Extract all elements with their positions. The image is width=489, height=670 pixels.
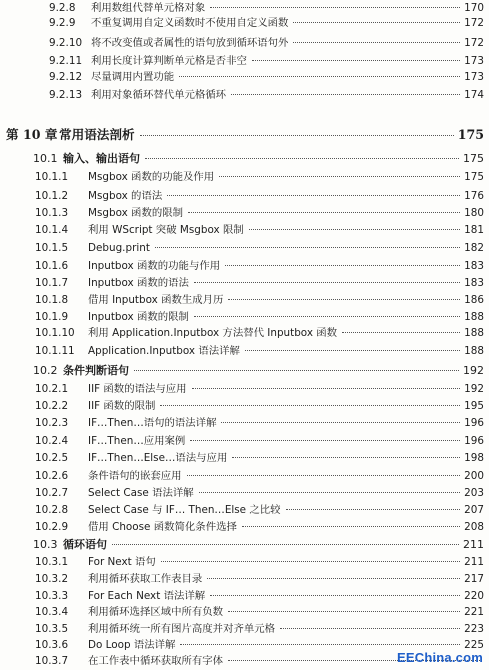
toc-number: 10.1.6 (35, 260, 69, 272)
toc-title: Msgbox 的语法 (88, 190, 163, 202)
toc-number: 10.3.4 (35, 606, 69, 618)
toc-page-number: 207 (464, 504, 484, 516)
toc-subsection-row (35, 485, 484, 502)
toc-page-number: 183 (464, 277, 484, 289)
toc-page-number: 200 (464, 470, 484, 482)
toc-title: 条件判断语句 (63, 364, 129, 377)
toc-subsection-row (35, 554, 484, 571)
dot-leader (245, 350, 460, 351)
toc-page-number: 221 (464, 606, 484, 618)
toc-page-number: 176 (464, 190, 484, 202)
toc-title: 利用循环统一所有图片高度并对齐单元格 (88, 623, 276, 635)
toc-number: 9.2.13 (49, 89, 83, 101)
toc-page-number: 188 (464, 327, 484, 339)
toc-subsection-row (35, 381, 484, 398)
watermark-logo: EEChina.com (397, 650, 483, 665)
dot-leader (161, 561, 460, 562)
toc-title: 利用循环选择区域中所有负数 (88, 606, 224, 618)
toc-page-number: 181 (464, 224, 484, 236)
toc-number: 10.1.7 (35, 277, 69, 289)
toc-title: IIF 函数的限制 (88, 400, 156, 412)
toc-title: Inputbox 函数的功能与作用 (88, 260, 221, 272)
toc-subsection-row (35, 325, 484, 342)
toc-page-number: 223 (464, 623, 484, 635)
toc-title: 利用长度计算判断单元格是否非空 (91, 55, 247, 67)
toc-subsection-row (49, 87, 484, 104)
dot-leader (221, 422, 460, 423)
toc-subsection-row (35, 621, 484, 638)
dot-leader (192, 388, 461, 389)
toc-number: 10.1.3 (35, 207, 69, 219)
toc-number: 10.2 (33, 364, 58, 377)
dot-leader (194, 282, 460, 283)
toc-page-number: 220 (464, 590, 484, 602)
toc-number: 9.2.12 (49, 71, 83, 83)
toc-page-number: 188 (464, 345, 484, 357)
dot-leader (280, 628, 460, 629)
toc-number: 10.2.7 (35, 487, 69, 499)
dot-leader (199, 492, 461, 493)
toc-subsection-row (35, 292, 484, 309)
toc-number: 10.3.1 (35, 556, 69, 568)
dot-leader (187, 475, 461, 476)
toc-page-number: 196 (464, 435, 484, 447)
toc-subsection-row (35, 222, 484, 239)
toc-subsection-row (49, 35, 484, 52)
toc-number: 10.1.4 (35, 224, 69, 236)
toc-title: 尽量调用内置功能 (91, 71, 175, 83)
toc-page-number: 195 (464, 400, 484, 412)
dot-leader (286, 509, 461, 510)
toc-subsection-row (35, 415, 484, 432)
toc-subsection-row (35, 519, 484, 536)
toc-number: 9.2.8 (49, 2, 76, 14)
toc-page-number: 217 (464, 573, 484, 585)
toc-title: 在工作表中循环获取所有字体 (88, 655, 224, 667)
toc-number: 10.2.4 (35, 435, 69, 447)
dot-leader (231, 94, 460, 95)
toc-title: 利用 Application.Inputbox 方法替代 Inputbox 函数 (88, 327, 338, 339)
toc-page-number: 188 (464, 311, 484, 323)
toc-number: 第 10 章 (6, 127, 58, 142)
dot-leader (252, 60, 460, 61)
toc-title: Select Case 语法详解 (88, 487, 194, 499)
toc-subsection-row (35, 398, 484, 415)
toc-page-number: 173 (464, 71, 484, 83)
toc-page-number: 175 (464, 171, 484, 183)
toc-subsection-row (35, 343, 484, 360)
toc-title: 不重复调用自定义函数时不使用自定义函数 (91, 17, 289, 29)
toc-title: Inputbox 函数的限制 (88, 311, 189, 323)
toc-number: 10.3.6 (35, 639, 69, 651)
toc-page-number: 211 (463, 538, 484, 551)
dot-leader (228, 611, 460, 612)
toc-number: 9.2.9 (49, 17, 76, 29)
toc-number: 10.1.2 (35, 190, 69, 202)
toc-number: 10.2.1 (35, 383, 69, 395)
toc-number: 10.2.3 (35, 417, 69, 429)
toc-title: 借用 Inputbox 函数生成月历 (88, 294, 224, 306)
toc-subsection-row (35, 240, 484, 257)
toc-title: Msgbox 函数的限制 (88, 207, 184, 219)
toc-chapter-row (6, 126, 484, 143)
toc-page-number: 186 (464, 294, 484, 306)
toc-number: 10.2.2 (35, 400, 69, 412)
toc-number: 10.3.7 (35, 655, 69, 667)
dot-leader (167, 195, 460, 196)
toc-section-row (33, 536, 484, 553)
dot-leader (207, 578, 460, 579)
dot-leader (134, 370, 459, 371)
toc-page-number: 196 (464, 417, 484, 429)
toc-subsection-row (35, 571, 484, 588)
toc-subsection-row (35, 450, 484, 467)
toc-number: 10.2.6 (35, 470, 69, 482)
dot-leader (228, 299, 460, 300)
toc-number: 10.2.5 (35, 452, 69, 464)
toc-number: 10.1 (33, 152, 58, 165)
toc-page-number: 192 (464, 383, 484, 395)
toc-subsection-row (49, 15, 484, 32)
toc-subsection-row (49, 53, 484, 70)
dot-leader (194, 316, 460, 317)
toc-title: Msgbox 函数的功能及作用 (88, 171, 215, 183)
toc-subsection-row (35, 169, 484, 186)
toc-number: 10.1.9 (35, 311, 69, 323)
toc-subsection-row (35, 275, 484, 292)
toc-section-row (33, 150, 484, 167)
dot-leader (155, 247, 460, 248)
toc-number: 10.1.5 (35, 242, 69, 254)
dot-leader (225, 265, 460, 266)
toc-section-row (33, 362, 484, 379)
dot-leader (179, 76, 460, 77)
toc-page-number: 182 (464, 242, 484, 254)
toc-title: 利用 WScript 突破 Msgbox 限制 (88, 224, 244, 236)
toc-title: 条件语句的嵌套应用 (88, 470, 182, 482)
toc-number: 10.3 (33, 538, 58, 551)
toc-title: Do Loop 语法详解 (88, 639, 176, 651)
toc-title: 利用数组代替单元格对象 (91, 2, 206, 14)
toc-page-number: 172 (464, 17, 484, 29)
toc-number: 10.2.9 (35, 521, 69, 533)
dot-leader (232, 457, 460, 458)
toc-page-number: 198 (464, 452, 484, 464)
toc-page-number: 225 (464, 639, 484, 651)
toc-title: 输入、输出语句 (63, 152, 140, 165)
toc-title: IIF 函数的语法与应用 (88, 383, 187, 395)
dot-leader (219, 176, 460, 177)
dot-leader (112, 544, 459, 545)
toc-title: IF…Then…语句的语法详解 (88, 417, 217, 429)
toc-number: 10.3.5 (35, 623, 69, 635)
toc-number: 10.1.8 (35, 294, 69, 306)
toc-page-number: 208 (464, 521, 484, 533)
toc-subsection-row (35, 258, 484, 275)
toc-title: Application.Inputbox 语法详解 (88, 345, 240, 357)
toc-title: Debug.print (88, 242, 150, 254)
toc-title: IF…Then…Else…语法与应用 (88, 452, 228, 464)
toc-title: 利用对象循环替代单元格循环 (91, 89, 227, 101)
toc-number: 10.1.1 (35, 171, 69, 183)
toc-page-number: 183 (464, 260, 484, 272)
toc-page-number: 203 (464, 487, 484, 499)
dot-leader (188, 212, 460, 213)
toc-title: 将不改变值或者属性的语句放到循环语句外 (91, 37, 289, 49)
dot-leader (249, 229, 460, 230)
dot-leader (293, 22, 460, 23)
toc-subsection-row (35, 205, 484, 222)
toc-number: 10.3.2 (35, 573, 69, 585)
toc-title: 利用循环获取工作表目录 (88, 573, 203, 585)
toc-page-number: 175 (463, 152, 484, 165)
dot-leader (160, 405, 460, 406)
toc-subsection-row (35, 468, 484, 485)
toc-number: 10.2.8 (35, 504, 69, 516)
toc-title: Inputbox 函数的语法 (88, 277, 189, 289)
toc-page-number: 175 (457, 127, 484, 142)
toc-page-number: 172 (464, 37, 484, 49)
toc-title: IF…Then…应用案例 (88, 435, 186, 447)
toc-page-number: 211 (464, 556, 484, 568)
dot-leader (342, 332, 460, 333)
toc-title: 循环语句 (63, 538, 107, 551)
toc-subsection-row (35, 604, 484, 621)
toc-subsection-row (49, 69, 484, 86)
toc-title: 借用 Choose 函数简化条件选择 (88, 521, 237, 533)
dot-leader (180, 644, 460, 645)
dot-leader (145, 158, 459, 159)
toc-number: 9.2.10 (49, 37, 83, 49)
toc-page-number: 173 (464, 55, 484, 67)
toc-subsection-row (35, 188, 484, 205)
toc-page-number: 170 (464, 2, 484, 14)
dot-leader (242, 526, 460, 527)
toc-page-number: 192 (463, 364, 484, 377)
toc-title: 常用语法剖析 (59, 127, 135, 142)
toc-number: 10.1.10 (35, 327, 75, 339)
dot-leader (293, 42, 460, 43)
toc-page-number: 180 (464, 207, 484, 219)
toc-title: For Next 语句 (88, 556, 156, 568)
dot-leader (140, 135, 454, 136)
toc-subsection-row (35, 309, 484, 326)
toc-subsection-row (35, 433, 484, 450)
toc-subsection-row (35, 502, 484, 519)
toc-number: 9.2.11 (49, 55, 83, 67)
toc-number: 10.1.11 (35, 345, 75, 357)
toc-number: 10.3.3 (35, 590, 69, 602)
toc-title: For Each Next 语法详解 (88, 590, 206, 602)
dot-leader (210, 595, 460, 596)
dot-leader (210, 7, 460, 8)
toc-title: Select Case 与 IF… Then…Else 之比较 (88, 504, 281, 516)
toc-page-number: 174 (464, 89, 484, 101)
toc-subsection-row (35, 588, 484, 605)
dot-leader (190, 440, 460, 441)
